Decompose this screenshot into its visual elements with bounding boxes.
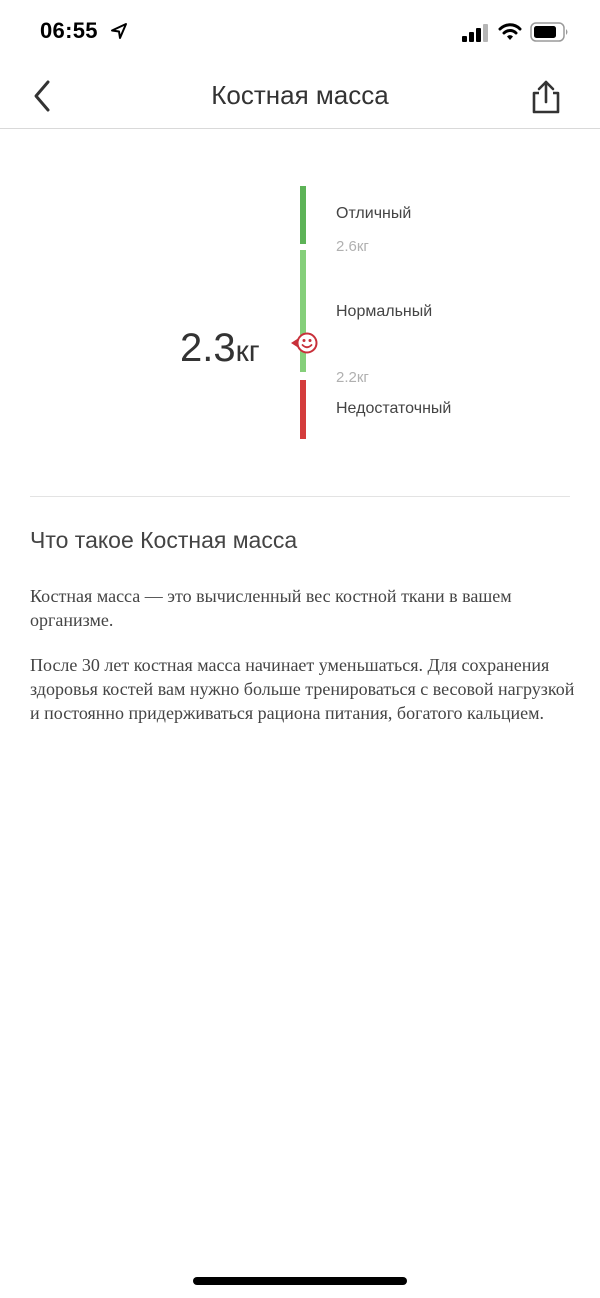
current-value [180, 326, 260, 371]
range-label-low: Недостаточный [336, 400, 452, 417]
share-button[interactable] [526, 78, 566, 116]
value-number: 2.3 [180, 326, 236, 370]
range-bar-excellent [300, 186, 306, 244]
smiley-face-icon [288, 330, 318, 356]
battery-icon [530, 22, 570, 42]
page-title: Костная масса [211, 80, 389, 110]
info-paragraph: После 30 лет костная масса начинает уменьшаться. Для сохранения здоровья костей вам нужно больше тренироваться с весовой нагрузкой и постоянно придерживаться рациона питания, богатого кальцием. [30, 655, 575, 723]
cellular-signal-icon [462, 24, 490, 42]
range-label-excellent: Отличный [336, 205, 412, 222]
status-time: 06:55 [40, 18, 98, 43]
info-heading: Что такое Костная масса [30, 527, 298, 553]
status-bar [0, 0, 600, 64]
wifi-icon [498, 22, 522, 42]
range-bar-low [300, 380, 306, 439]
navigation-bar [0, 64, 600, 129]
home-indicator[interactable] [193, 1277, 407, 1285]
range-label-normal: Нормальный [336, 303, 433, 320]
threshold-upper: 2.6кг [336, 238, 369, 255]
value-unit: кг [235, 335, 260, 368]
threshold-lower: 2.2кг [336, 369, 369, 386]
info-paragraph: Костная масса — это вычисленный вес костной ткани в вашем организме. [30, 586, 512, 630]
share-icon [526, 78, 566, 116]
location-arrow-icon [110, 22, 128, 40]
bone-mass-gauge [0, 128, 600, 498]
section-divider [30, 496, 570, 497]
